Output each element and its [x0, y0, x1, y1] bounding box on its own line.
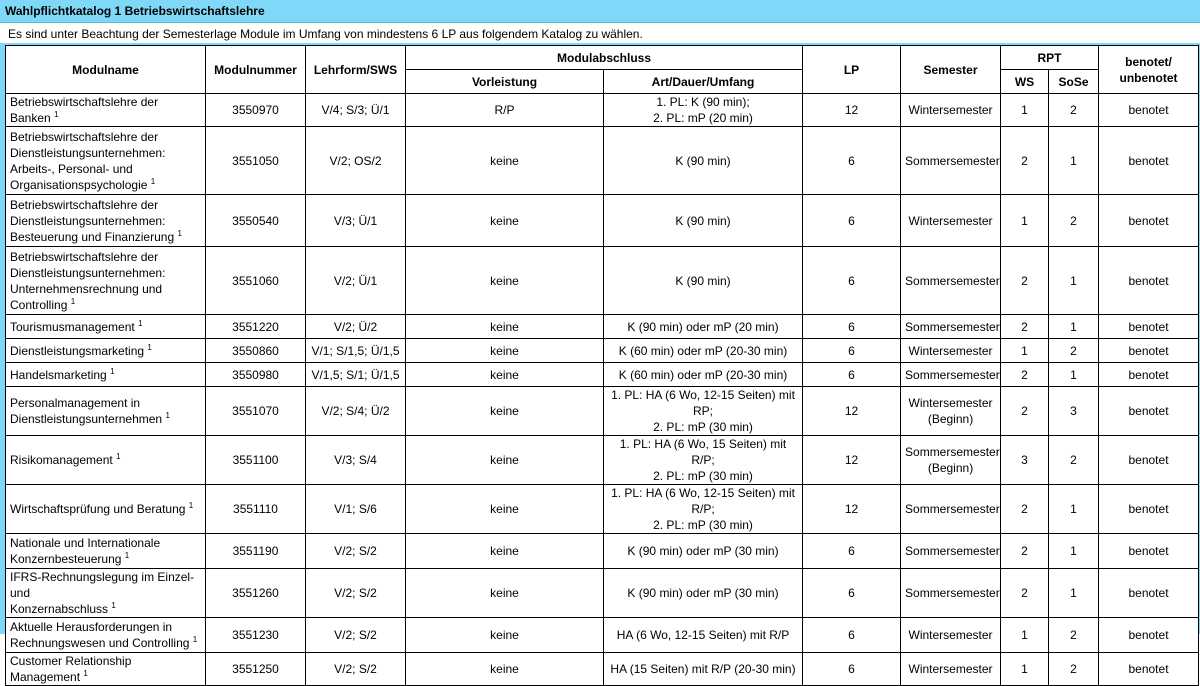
catalog-title: Wahlpflichtkatalog 1 Betriebswirtschaftslehre	[0, 0, 1200, 23]
lp-cell: 6	[803, 534, 901, 569]
semester-cell	[901, 569, 1001, 618]
sose-cell: 1	[1049, 315, 1099, 339]
vorleistung-cell: keine	[406, 387, 604, 436]
benotet-cell: benotet	[1099, 534, 1199, 569]
module-name-line: Aktuelle Herausforderungen in	[10, 620, 173, 634]
sose-cell: 1	[1049, 485, 1099, 534]
semester-line: Sommersemester	[905, 319, 1000, 334]
sose-cell: 1	[1049, 247, 1099, 315]
header-benotet	[1099, 46, 1199, 94]
header-lp: LP	[803, 46, 901, 94]
lp-cell: 6	[803, 653, 901, 686]
module-number-cell: 3551220	[206, 315, 306, 339]
module-name-line: Nationale und Internationale	[10, 536, 161, 550]
module-number-cell: 3551070	[206, 387, 306, 436]
module-name-cell	[6, 534, 206, 569]
module-name-cell	[6, 247, 206, 315]
vorleistung-cell: keine	[406, 436, 604, 485]
vorleistung-cell: keine	[406, 653, 604, 686]
module-name-line: Personalmanagement in	[10, 396, 141, 410]
module-name-line: Dienstleistungsunternehmen:	[10, 213, 166, 228]
lehrform-cell: V/1; S/6	[306, 485, 406, 534]
module-name-line: IFRS-Rechnungslegung im Einzel- und	[10, 570, 195, 600]
benotet-cell: benotet	[1099, 363, 1199, 387]
benotet-cell: benotet	[1099, 653, 1199, 686]
sose-cell: 2	[1049, 94, 1099, 127]
ws-cell: 1	[1001, 653, 1049, 686]
module-number-cell: 3551100	[206, 436, 306, 485]
ws-cell: 3	[1001, 436, 1049, 485]
header-art: Art/Dauer/Umfang	[604, 70, 803, 94]
art-line: K (90 min) oder mP (20 min)	[627, 319, 779, 334]
art-line: 1. PL: HA (6 Wo, 12-15 Seiten) mit R/P;	[611, 486, 795, 516]
art-line: 2. PL: mP (30 min)	[653, 469, 753, 483]
lehrform-cell: V/3; Ü/1	[306, 195, 406, 247]
intro-text: Es sind unter Beachtung der Semesterlage Module im Umfang von mindestens 6 LP aus folgendem Katalog zu wählen.	[0, 23, 1200, 43]
semester-cell	[901, 618, 1001, 653]
module-name-line: Konzernabschluss	[10, 602, 109, 616]
lp-cell: 6	[803, 339, 901, 363]
module-name-cell	[6, 618, 206, 653]
module-name-cell	[6, 363, 206, 387]
ws-cell: 2	[1001, 315, 1049, 339]
module-name-cell	[6, 195, 206, 247]
header-rpt: RPT	[1001, 46, 1099, 70]
semester-cell	[901, 247, 1001, 315]
lp-cell: 12	[803, 485, 901, 534]
semester-line: Sommersemester	[905, 586, 1000, 600]
table-row	[6, 569, 1199, 618]
semester-line: Wintersemester	[908, 213, 993, 228]
header-vorleistung: Vorleistung	[406, 70, 604, 94]
vorleistung-cell: keine	[406, 315, 604, 339]
art-line: K (90 min) oder mP (30 min)	[627, 544, 779, 558]
header-modulabschluss: Modulabschluss	[406, 46, 803, 70]
module-name-line: Arbeits-, Personal- und	[10, 161, 133, 176]
footnote-marker: 1	[177, 228, 182, 238]
footnote-marker: 1	[192, 635, 198, 644]
lehrform-cell: V/2; S/2	[306, 653, 406, 686]
table-row	[6, 387, 1199, 436]
ws-cell: 2	[1001, 485, 1049, 534]
module-name-cell	[6, 485, 206, 534]
table-row	[6, 195, 1199, 247]
semester-line: Wintersemester	[908, 628, 993, 642]
module-name-line: Konzernbesteuerung	[10, 552, 122, 566]
header-benotet-line1: benotet/	[1125, 54, 1172, 69]
benotet-cell: benotet	[1099, 247, 1199, 315]
header-modulname: Modulname	[6, 46, 206, 94]
art-line: 1. PL: K (90 min);	[656, 95, 750, 109]
sose-cell: 2	[1049, 339, 1099, 363]
benotet-cell: benotet	[1099, 94, 1199, 127]
lp-cell: 12	[803, 436, 901, 485]
ws-cell: 1	[1001, 94, 1049, 127]
footnote-marker: 1	[124, 551, 130, 560]
benotet-cell: benotet	[1099, 436, 1199, 485]
module-name-cell	[6, 436, 206, 485]
semester-line: Sommersemester	[905, 273, 1000, 288]
semester-cell	[901, 339, 1001, 363]
art-cell	[604, 534, 803, 569]
footnote-marker: 1	[110, 366, 115, 376]
sose-cell: 2	[1049, 618, 1099, 653]
module-number-cell: 3550970	[206, 94, 306, 127]
footnote-marker: 1	[83, 669, 88, 678]
module-number-cell: 3550980	[206, 363, 306, 387]
module-name-line: Dienstleistungsmarketing	[10, 343, 145, 358]
module-number-cell: 3551230	[206, 618, 306, 653]
ws-cell: 1	[1001, 618, 1049, 653]
benotet-cell: benotet	[1099, 127, 1199, 195]
module-number-cell: 3551060	[206, 247, 306, 315]
footnote-marker: 1	[150, 176, 156, 186]
header-modulnummer: Modulnummer	[206, 46, 306, 94]
lehrform-cell: V/2; OS/2	[306, 127, 406, 195]
art-cell	[604, 315, 803, 339]
module-number-cell: 3551050	[206, 127, 306, 195]
module-name-line: Besteuerung und Finanzierung	[10, 229, 175, 244]
vorleistung-cell: keine	[406, 247, 604, 315]
table-container	[0, 43, 1200, 684]
ws-cell: 2	[1001, 534, 1049, 569]
module-name-line: Betriebswirtschaftslehre der	[10, 129, 159, 144]
lp-cell: 6	[803, 315, 901, 339]
lp-cell: 6	[803, 127, 901, 195]
table-row	[6, 363, 1199, 387]
lp-cell: 6	[803, 363, 901, 387]
table-row	[6, 534, 1199, 569]
semester-cell	[901, 436, 1001, 485]
semester-cell	[901, 387, 1001, 436]
vorleistung-cell: keine	[406, 618, 604, 653]
module-number-cell: 3551110	[206, 485, 306, 534]
vorleistung-cell: keine	[406, 363, 604, 387]
table-row	[6, 485, 1199, 534]
lehrform-cell: V/3; S/4	[306, 436, 406, 485]
art-line: 1. PL: HA (6 Wo, 12-15 Seiten) mit RP;	[611, 388, 795, 418]
art-line: K (60 min) oder mP (20-30 min)	[618, 367, 788, 382]
sose-cell: 1	[1049, 569, 1099, 618]
lp-cell: 12	[803, 94, 901, 127]
art-line: 2. PL: mP (30 min)	[653, 420, 753, 434]
lp-cell: 6	[803, 247, 901, 315]
module-name-line: Controlling	[10, 297, 68, 312]
table-row	[6, 247, 1199, 315]
ws-cell: 2	[1001, 247, 1049, 315]
art-cell	[604, 436, 803, 485]
footnote-marker: 1	[188, 501, 194, 510]
benotet-cell: benotet	[1099, 569, 1199, 618]
module-name-line: Wirtschaftsprüfung und Beratung	[10, 502, 186, 516]
benotet-cell: benotet	[1099, 485, 1199, 534]
lehrform-cell: V/2; Ü/1	[306, 247, 406, 315]
art-line: HA (6 Wo, 12-15 Seiten) mit R/P	[616, 628, 790, 642]
art-cell	[604, 485, 803, 534]
module-name-line: Tourismusmanagement	[10, 319, 135, 334]
vorleistung-cell: R/P	[406, 94, 604, 127]
table-row	[6, 618, 1199, 653]
lehrform-cell: V/2; S/2	[306, 534, 406, 569]
art-cell	[604, 653, 803, 686]
footnote-marker: 1	[70, 296, 76, 306]
lp-cell: 6	[803, 618, 901, 653]
footnote-marker: 1	[147, 342, 152, 352]
table-row	[6, 339, 1199, 363]
module-table	[5, 45, 1199, 686]
art-line: 2. PL: mP (20 min)	[653, 111, 753, 125]
module-number-cell: 3551190	[206, 534, 306, 569]
art-cell	[604, 127, 803, 195]
lehrform-cell: V/2; S/2	[306, 569, 406, 618]
semester-line: Sommersemester	[905, 445, 1000, 459]
semester-cell	[901, 363, 1001, 387]
sose-cell: 2	[1049, 436, 1099, 485]
ws-cell: 2	[1001, 363, 1049, 387]
semester-cell	[901, 94, 1001, 127]
table-row	[6, 436, 1199, 485]
header-sose: SoSe	[1049, 70, 1099, 94]
vorleistung-cell: keine	[406, 339, 604, 363]
header-lehrform: Lehrform/SWS	[306, 46, 406, 94]
lehrform-cell: V/1,5; S/1; Ü/1,5	[306, 363, 406, 387]
semester-cell	[901, 534, 1001, 569]
art-cell	[604, 94, 803, 127]
module-rows	[6, 94, 1199, 686]
semester-line: (Beginn)	[927, 412, 974, 426]
art-line: K (90 min) oder mP (30 min)	[627, 586, 779, 600]
semester-line: Wintersemester	[908, 662, 993, 676]
footnote-marker: 1	[54, 110, 59, 119]
module-name-cell	[6, 94, 206, 127]
lehrform-cell: V/2; Ü/2	[306, 315, 406, 339]
module-name-line: Rechnungswesen und Controlling	[10, 636, 190, 650]
module-name-cell	[6, 387, 206, 436]
semester-line: (Beginn)	[927, 461, 974, 475]
benotet-cell: benotet	[1099, 618, 1199, 653]
lp-cell: 12	[803, 387, 901, 436]
sose-cell: 3	[1049, 387, 1099, 436]
module-name-cell	[6, 127, 206, 195]
module-name-line: Dienstleistungsunternehmen:	[10, 265, 166, 280]
lehrform-cell: V/2; S/4; Ü/2	[306, 387, 406, 436]
benotet-cell: benotet	[1099, 315, 1199, 339]
module-number-cell: 3550860	[206, 339, 306, 363]
semester-line: Sommersemester	[905, 153, 1000, 168]
lehrform-cell: V/2; S/2	[306, 618, 406, 653]
vorleistung-cell: keine	[406, 127, 604, 195]
sose-cell: 1	[1049, 534, 1099, 569]
module-name-line: Risikomanagement	[10, 453, 113, 467]
module-name-line: Customer Relationship Management	[10, 654, 132, 684]
art-line: 2. PL: mP (30 min)	[653, 518, 753, 532]
module-name-cell	[6, 339, 206, 363]
footnote-marker: 1	[116, 452, 121, 461]
semester-line: Sommersemester	[905, 544, 1000, 558]
footnote-marker: 1	[165, 411, 170, 420]
art-line: HA (15 Seiten) mit R/P (20-30 min)	[610, 662, 796, 676]
module-name-cell	[6, 315, 206, 339]
module-number-cell: 3551260	[206, 569, 306, 618]
module-name-line: Dienstleistungsunternehmen	[10, 412, 163, 426]
vorleistung-cell: keine	[406, 534, 604, 569]
semester-line: Sommersemester	[905, 502, 1000, 516]
semester-line: Sommersemester	[905, 367, 1000, 382]
module-name-line: Unternehmensrechnung und	[10, 281, 163, 296]
module-name-cell	[6, 653, 206, 686]
module-name-line: Dienstleistungsunternehmen:	[10, 145, 166, 160]
semester-cell	[901, 653, 1001, 686]
semester-cell	[901, 195, 1001, 247]
semester-line: Wintersemester	[908, 103, 993, 117]
ws-cell: 1	[1001, 339, 1049, 363]
module-name-line: Betriebswirtschaftslehre der Banken	[10, 95, 159, 125]
table-row	[6, 127, 1199, 195]
art-line: K (60 min) oder mP (20-30 min)	[618, 343, 788, 358]
module-name-line: Betriebswirtschaftslehre der	[10, 249, 159, 264]
module-name-line: Organisationspsychologie	[10, 177, 148, 192]
art-cell	[604, 618, 803, 653]
benotet-cell: benotet	[1099, 339, 1199, 363]
sose-cell: 2	[1049, 195, 1099, 247]
art-line: K (90 min)	[675, 153, 731, 168]
sose-cell: 1	[1049, 127, 1099, 195]
ws-cell: 1	[1001, 195, 1049, 247]
benotet-cell: benotet	[1099, 387, 1199, 436]
art-line: 1. PL: HA (6 Wo, 15 Seiten) mit R/P;	[619, 437, 787, 467]
footnote-marker: 1	[111, 601, 116, 610]
semester-cell	[901, 485, 1001, 534]
module-number-cell: 3550540	[206, 195, 306, 247]
art-cell	[604, 363, 803, 387]
semester-line: Wintersemester	[908, 343, 993, 358]
vorleistung-cell: keine	[406, 485, 604, 534]
art-line: K (90 min)	[675, 213, 731, 228]
footnote-marker: 1	[138, 318, 143, 328]
module-name-line: Handelsmarketing	[10, 367, 107, 382]
lehrform-cell: V/1; S/1,5; Ü/1,5	[306, 339, 406, 363]
semester-cell	[901, 315, 1001, 339]
art-line: K (90 min)	[675, 273, 731, 288]
ws-cell: 2	[1001, 387, 1049, 436]
lp-cell: 6	[803, 569, 901, 618]
art-cell	[604, 195, 803, 247]
vorleistung-cell: keine	[406, 569, 604, 618]
sose-cell: 1	[1049, 363, 1099, 387]
vorleistung-cell: keine	[406, 195, 604, 247]
module-name-line: Betriebswirtschaftslehre der	[10, 197, 159, 212]
header-benotet-line2: unbenotet	[1119, 70, 1178, 85]
art-cell	[604, 247, 803, 315]
art-cell	[604, 339, 803, 363]
art-cell	[604, 569, 803, 618]
header-ws: WS	[1001, 70, 1049, 94]
lehrform-cell: V/4; S/3; Ü/1	[306, 94, 406, 127]
lp-cell: 6	[803, 195, 901, 247]
module-number-cell: 3551250	[206, 653, 306, 686]
module-name-cell	[6, 569, 206, 618]
semester-cell	[901, 127, 1001, 195]
sose-cell: 2	[1049, 653, 1099, 686]
table-row	[6, 315, 1199, 339]
semester-line: Wintersemester	[908, 396, 993, 410]
ws-cell: 2	[1001, 569, 1049, 618]
table-row	[6, 653, 1199, 686]
benotet-cell: benotet	[1099, 195, 1199, 247]
table-row	[6, 94, 1199, 127]
header-semester: Semester	[901, 46, 1001, 94]
art-cell	[604, 387, 803, 436]
ws-cell: 2	[1001, 127, 1049, 195]
